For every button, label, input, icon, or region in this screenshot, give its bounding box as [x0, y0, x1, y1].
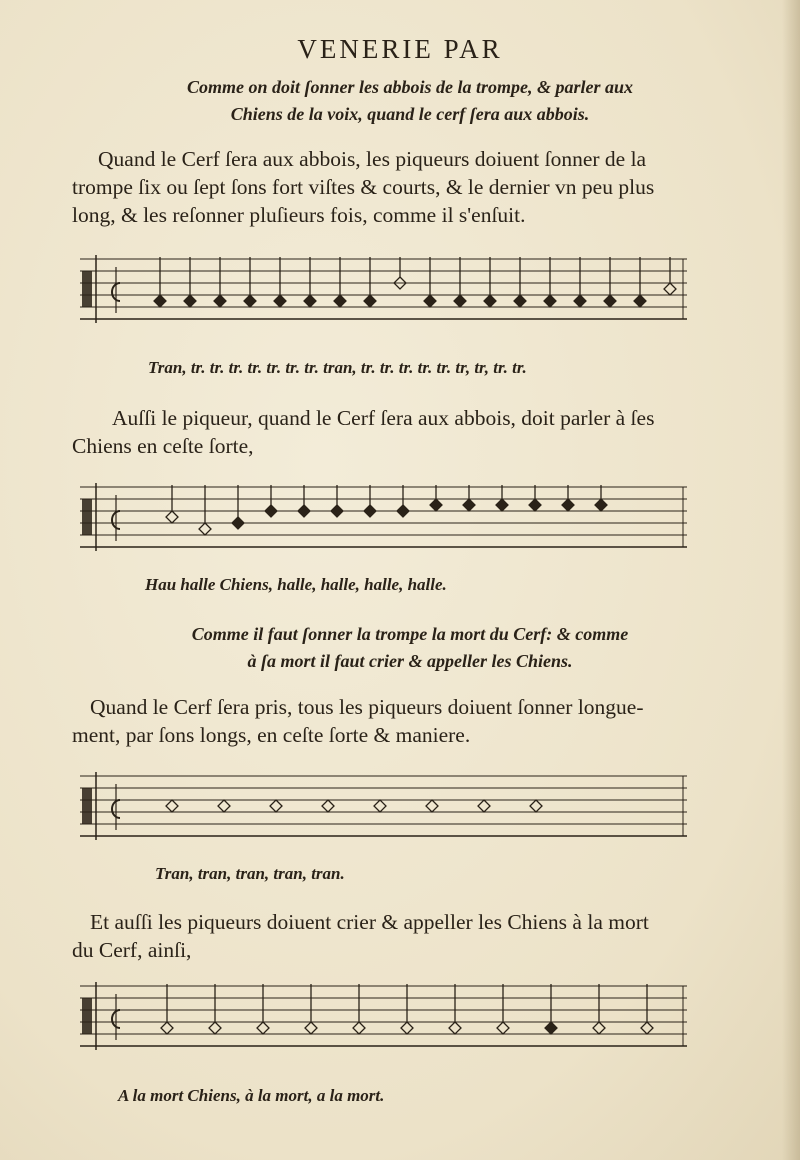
note-head	[401, 1022, 413, 1034]
voice-para-line-1: Auſſi le piqueur, quand le Cerf ſera aux abbois, doit parler à ſes	[112, 406, 655, 430]
staff-2-notation	[72, 473, 692, 568]
note-head	[641, 1022, 653, 1034]
note-head	[484, 295, 496, 307]
note-head	[544, 295, 556, 307]
note-head	[426, 800, 438, 812]
staff-1-lyrics: Tran, tr. tr. tr. tr. tr. tr. tr. tran, tr. tr. tr. tr. tr. tr, tr, tr. tr.	[148, 358, 527, 377]
note-head	[353, 1022, 365, 1034]
note-head	[166, 800, 178, 812]
note-head	[270, 800, 282, 812]
abbois-para-line-1: Quand le Cerf ſera aux abbois, les piqueurs doiuent ſonner de la	[98, 147, 647, 171]
note-head	[397, 505, 409, 517]
note-head	[265, 505, 277, 517]
note-head	[298, 505, 310, 517]
note-head	[274, 295, 286, 307]
note-head	[530, 800, 542, 812]
voice-para-line-2: Chiens en ceſte ſorte,	[72, 434, 254, 458]
note-head	[364, 295, 376, 307]
staff-clef-block	[82, 788, 92, 824]
note-head	[496, 499, 508, 511]
abbois-para-line-3: long, & les reſonner pluſieurs fois, comme il s'enſuit.	[72, 203, 526, 227]
note-head	[634, 295, 646, 307]
staff-4-notation	[72, 972, 692, 1067]
call-paragraph	[72, 908, 762, 964]
note-head	[449, 1022, 461, 1034]
staff-3-lyrics: Tran, tran, tran, tran, tran.	[155, 864, 345, 883]
staff-3-notation	[72, 762, 692, 857]
abbois-heading-line-2: Chiens de la voix, quand le cerf ſera aux abbois.	[230, 104, 590, 124]
note-head	[154, 295, 166, 307]
music-staff-2	[72, 473, 692, 568]
mort-heading	[80, 621, 740, 675]
note-head	[334, 295, 346, 307]
music-staff-3	[72, 762, 692, 857]
note-head	[214, 295, 226, 307]
note-head	[545, 1022, 557, 1034]
note-head	[514, 295, 526, 307]
music-staff-1	[72, 245, 692, 340]
note-head	[497, 1022, 509, 1034]
mort-paragraph	[72, 693, 762, 749]
note-head	[374, 800, 386, 812]
note-head	[232, 517, 244, 529]
note-head	[463, 499, 475, 511]
staff-1-notation	[72, 245, 692, 340]
note-head	[304, 295, 316, 307]
note-head	[331, 505, 343, 517]
staff-clef-block	[82, 998, 92, 1034]
staff-clef-block	[82, 499, 92, 535]
mort-para-line-1: Quand le Cerf ſera pris, tous les piqueurs doiuent ſonner longue-	[90, 695, 644, 719]
note-head	[218, 800, 230, 812]
note-head	[529, 499, 541, 511]
note-head	[184, 295, 196, 307]
staff-4-lyrics: A la mort Chiens, à la mort, a la mort.	[118, 1086, 385, 1105]
note-head	[424, 295, 436, 307]
note-head	[257, 1022, 269, 1034]
note-head	[199, 523, 211, 535]
abbois-para-line-2: trompe ſix ou ſept ſons fort viſtes & courts, & le dernier vn peu plus	[72, 175, 655, 199]
note-head	[595, 499, 607, 511]
mort-heading-line-1: Comme il faut ſonner la trompe la mort du Cerf: & comme	[191, 624, 629, 644]
note-head	[209, 1022, 221, 1034]
running-head: VENERIE PAR	[297, 34, 503, 64]
note-head	[664, 283, 676, 295]
call-para-line-2: du Cerf, ainſi,	[72, 938, 192, 962]
call-para-line-1: Et auſſi les piqueurs doiuent crier & appeller les Chiens à la mort	[90, 910, 649, 934]
abbois-paragraph	[72, 145, 762, 229]
abbois-heading	[80, 74, 740, 128]
note-head	[604, 295, 616, 307]
note-head	[478, 800, 490, 812]
voice-paragraph	[72, 404, 762, 460]
staff-2-lyrics: Hau halle Chiens, halle, halle, halle, halle.	[145, 575, 447, 594]
music-staff-4	[72, 972, 692, 1067]
note-head	[562, 499, 574, 511]
note-head	[454, 295, 466, 307]
note-head	[244, 295, 256, 307]
page-edge-shadow	[782, 0, 800, 1160]
note-head	[305, 1022, 317, 1034]
note-head	[322, 800, 334, 812]
note-head	[161, 1022, 173, 1034]
mort-para-line-2: ment, par ſons longs, en ceſte ſorte & maniere.	[72, 723, 471, 747]
note-head	[430, 499, 442, 511]
abbois-heading-line-1: Comme on doit ſonner les abbois de la trompe, & parler aux	[186, 77, 634, 97]
note-head	[574, 295, 586, 307]
staff-clef-block	[82, 271, 92, 307]
note-head	[166, 511, 178, 523]
note-head	[593, 1022, 605, 1034]
note-head	[364, 505, 376, 517]
mort-heading-line-2: à ſa mort il faut crier & appeller les Chiens.	[247, 651, 573, 671]
